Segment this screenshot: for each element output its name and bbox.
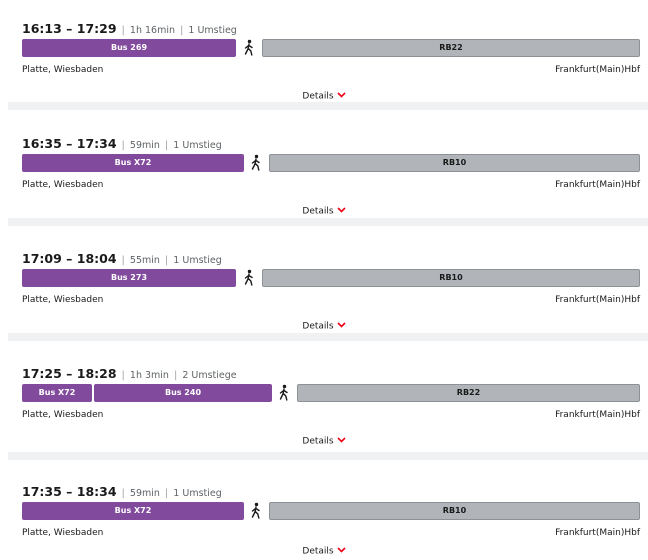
walking-person-icon — [277, 384, 291, 402]
transfers: 1 Umstieg — [173, 488, 222, 499]
destination-station: Frankfurt(Main)Hbf — [555, 180, 640, 190]
destination-station: Frankfurt(Main)Hbf — [555, 295, 640, 305]
destination-station: Frankfurt(Main)Hbf — [555, 528, 640, 538]
chevron-down-icon — [337, 320, 346, 332]
details-toggle[interactable] — [0, 90, 648, 103]
details-label: Details — [302, 321, 334, 332]
origin-station: Platte, Wiesbaden — [22, 528, 104, 538]
origin-station: Platte, Wiesbaden — [22, 410, 104, 420]
origin-station: Platte, Wiesbaden — [22, 65, 104, 75]
duration: 1h 3min — [129, 370, 169, 381]
origin-station: Platte, Wiesbaden — [22, 180, 104, 190]
chevron-down-icon — [337, 435, 346, 447]
walking-person-icon — [249, 502, 263, 520]
details-label: Details — [302, 206, 334, 217]
connection-card[interactable] — [0, 483, 648, 560]
separator — [8, 102, 648, 110]
walking-person-icon — [242, 39, 256, 57]
destination-station: Frankfurt(Main)Hbf — [555, 410, 640, 420]
duration: 55min — [129, 255, 160, 266]
connection-summary: 17:35 – 18:34 | 59min | 1 Umstieg — [22, 484, 222, 499]
duration: 59min — [129, 488, 160, 499]
connection-summary: 17:25 – 18:28 | 1h 3min | 2 Umstiege — [22, 366, 237, 381]
time-range: 17:09 – 18:04 — [22, 251, 117, 266]
details-label: Details — [302, 546, 334, 557]
leg-bus: Bus 269 — [22, 39, 236, 57]
transfers: 2 Umstiege — [182, 370, 237, 381]
chevron-down-icon — [337, 545, 346, 557]
origin-station: Platte, Wiesbaden — [22, 295, 104, 305]
connection-summary: 17:09 – 18:04 | 55min | 1 Umstieg — [22, 251, 222, 266]
chevron-down-icon — [337, 205, 346, 217]
details-label: Details — [302, 91, 334, 102]
details-toggle[interactable] — [0, 435, 648, 448]
separator — [8, 333, 648, 341]
details-label: Details — [302, 436, 334, 447]
leg-bus: Bus 273 — [22, 269, 236, 287]
details-toggle[interactable] — [0, 545, 648, 558]
connection-card[interactable] — [0, 365, 648, 464]
details-toggle[interactable] — [0, 320, 648, 333]
connection-summary: 16:35 – 17:34 | 59min | 1 Umstieg — [22, 136, 222, 151]
transfers: 1 Umstieg — [173, 255, 222, 266]
details-toggle[interactable] — [0, 205, 648, 218]
destination-station: Frankfurt(Main)Hbf — [555, 65, 640, 75]
time-range: 16:13 – 17:29 — [22, 21, 117, 36]
leg-train: RB10 — [262, 269, 640, 287]
duration: 59min — [129, 140, 160, 151]
leg-train: RB10 — [269, 502, 640, 520]
leg-train: RB22 — [262, 39, 640, 57]
connection-summary: 16:13 – 17:29 | 1h 16min | 1 Umstieg — [22, 21, 237, 36]
separator — [8, 452, 648, 460]
time-range: 16:35 – 17:34 — [22, 136, 117, 151]
leg-bus: Bus X72 — [22, 502, 244, 520]
separator — [8, 218, 648, 226]
leg-bus: Bus X72 — [22, 384, 92, 402]
walking-person-icon — [249, 154, 263, 172]
leg-bus: Bus X72 — [22, 154, 244, 172]
chevron-down-icon — [337, 90, 346, 102]
leg-train: RB22 — [297, 384, 640, 402]
transfers: 1 Umstieg — [188, 25, 237, 36]
leg-bus: Bus 240 — [94, 384, 272, 402]
leg-train: RB10 — [269, 154, 640, 172]
walking-person-icon — [242, 269, 256, 287]
transfers: 1 Umstieg — [173, 140, 222, 151]
time-range: 17:25 – 18:28 — [22, 366, 117, 381]
time-range: 17:35 – 18:34 — [22, 484, 117, 499]
duration: 1h 16min — [129, 25, 175, 36]
